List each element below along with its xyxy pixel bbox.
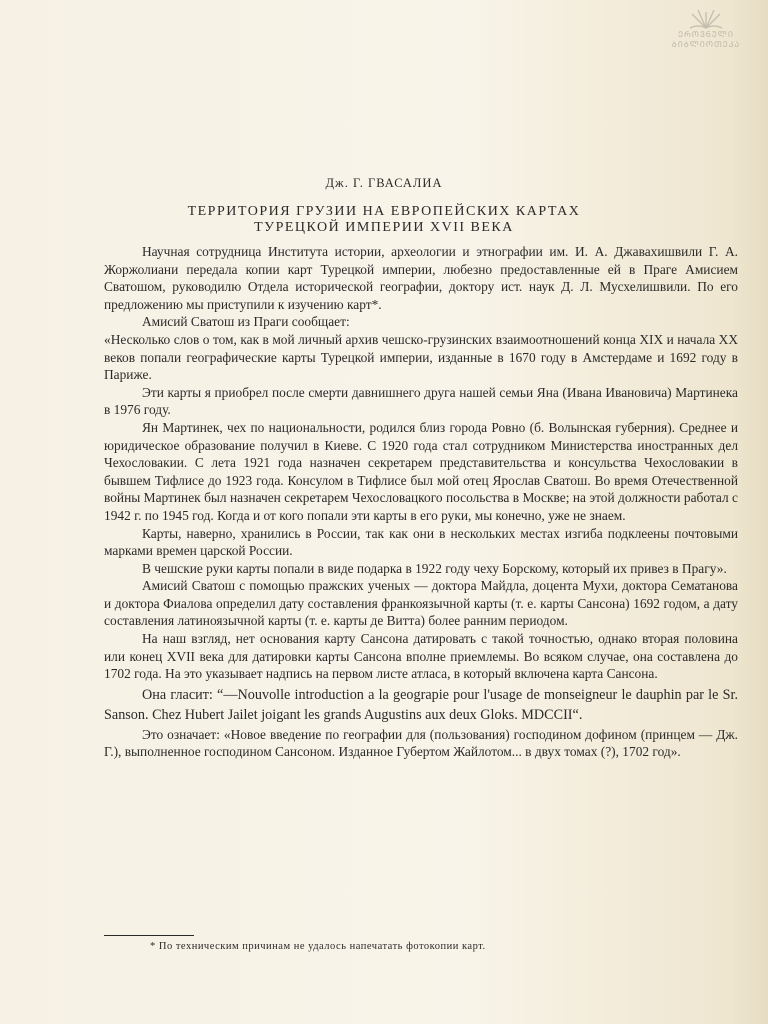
book-icon xyxy=(686,4,726,30)
footnote-divider xyxy=(104,935,194,936)
footnote: * По техническим причинам не удалось напечатать фотокопии карт. xyxy=(150,941,486,952)
logo-text-line1: ᲔᲠᲝᲕᲜᲣᲚᲘ xyxy=(678,30,734,39)
paragraph-6: Карты, наверно, хранились в России, так как они в нескольких местах изгиба подклеены почтовыми марками времен царской России. xyxy=(104,525,738,559)
article-body xyxy=(104,243,738,761)
paragraph-4: Эти карты я приобрел после смерти давнишнего друга нашей семьи Яна (Ивана Ивановича) Мартинека в 1976 году. xyxy=(104,384,738,418)
paragraph-7: В чешские руки карты попали в виде подарка в 1922 году чеху Борскому, который их привез в Прагу». xyxy=(142,560,727,576)
article-title xyxy=(0,204,768,236)
paragraph-9: На наш взгляд, нет основания карту Сансона датировать с такой точностью, однако вторая половина или конец XVII века для датировки карты Сансона вполне приемлемы. Во всяком случае, она составлена до 1702 года. На это указывает надпись на первом листе атласа, в который включена карта Сансона. xyxy=(104,631,738,682)
logo-text-line2: ᲑᲘᲑᲚᲘᲝᲗᲔᲙᲐ xyxy=(671,40,741,49)
title-line-1: ТЕРРИТОРИЯ ГРУЗИИ НА ЕВРОПЕЙСКИХ КАРТАХ xyxy=(187,204,581,219)
title-line-2: ТУРЕЦКОЙ ИМПЕРИИ XVII ВЕКА xyxy=(254,220,514,235)
paragraph-1: Научная сотрудница Института истории, археологии и этнографии им. И. А. Джавахишвили Г. А. Жоржолиани передала копии карт Турецкой империи, любезно предоставленные ей в Праге Амисием Сватошом, руководилю Отдела исторической географии, доктору ист. наук Д. Л. Мусхелишвили. По его предложению мы приступили к изучению карт*. xyxy=(104,244,738,312)
paragraph-5: Ян Мартинек, чех по национальности, родился близ города Ровно (б. Волынская губерния). Среднее и юридическое образование получил в Киеве. С 1920 года стал сотрудником Министерства иностранных дел Чехословакии. С лета 1921 года назначен секретарем представительства и консульства Чехословакии в бывшем Тифлисе до 1923 года. Консулом в Тифлисе был мой отец Ярослав Сватош. Во время Отечественной войны Мартинек был назначен секретарем Чехословацкого посольства в Москве; на этой должности работал с 1942 г. по 1945 год. Когда и от кого попали эти карты в его руки, мы конечно, уже не знаем. xyxy=(104,419,738,523)
paragraph-8: Амисий Сватош с помощью пражских ученых — доктора Майдла, доцента Мухи, доктора Сематанова и доктора Фиалова определил дату составления франкоязычной карты (т. е. карты Сансона) 1692 годом, а дату составления латиноязычной карты (т. е. карты де Витта) более ранним периодом. xyxy=(104,578,738,629)
paragraph-3: «Несколько слов о том, как в мой личный архив чешско-грузинских взаимоотношений конца XIX и начала XX веков попали географические карты Турецкой империи, изданные в 1670 году в Амстердаме и 1692 году в Париже. xyxy=(104,331,738,383)
paragraph-10: Она гласит: “—Nouvolle introduction a la geograpie pour l'usage de monseigneur le dauphin par le Sr. Sanson. Chez Hubert Jailet joigant les grands Augustins aux deux Gloks. MDCCII“. xyxy=(104,686,738,724)
library-logo xyxy=(664,4,748,50)
paragraph-11: Это означает: «Новое введение по географии для (пользования) господином дофином (принцем — Дж. Г.), выполненное господином Сансоном. Изданное Губертом Жайлотом... в двух томах (?), 1702 год». xyxy=(104,726,738,760)
paragraph-2: Амисий Сватош из Праги сообщает: xyxy=(142,314,350,330)
article-author: Дж. Г. ГВАСАЛИА xyxy=(325,176,443,190)
